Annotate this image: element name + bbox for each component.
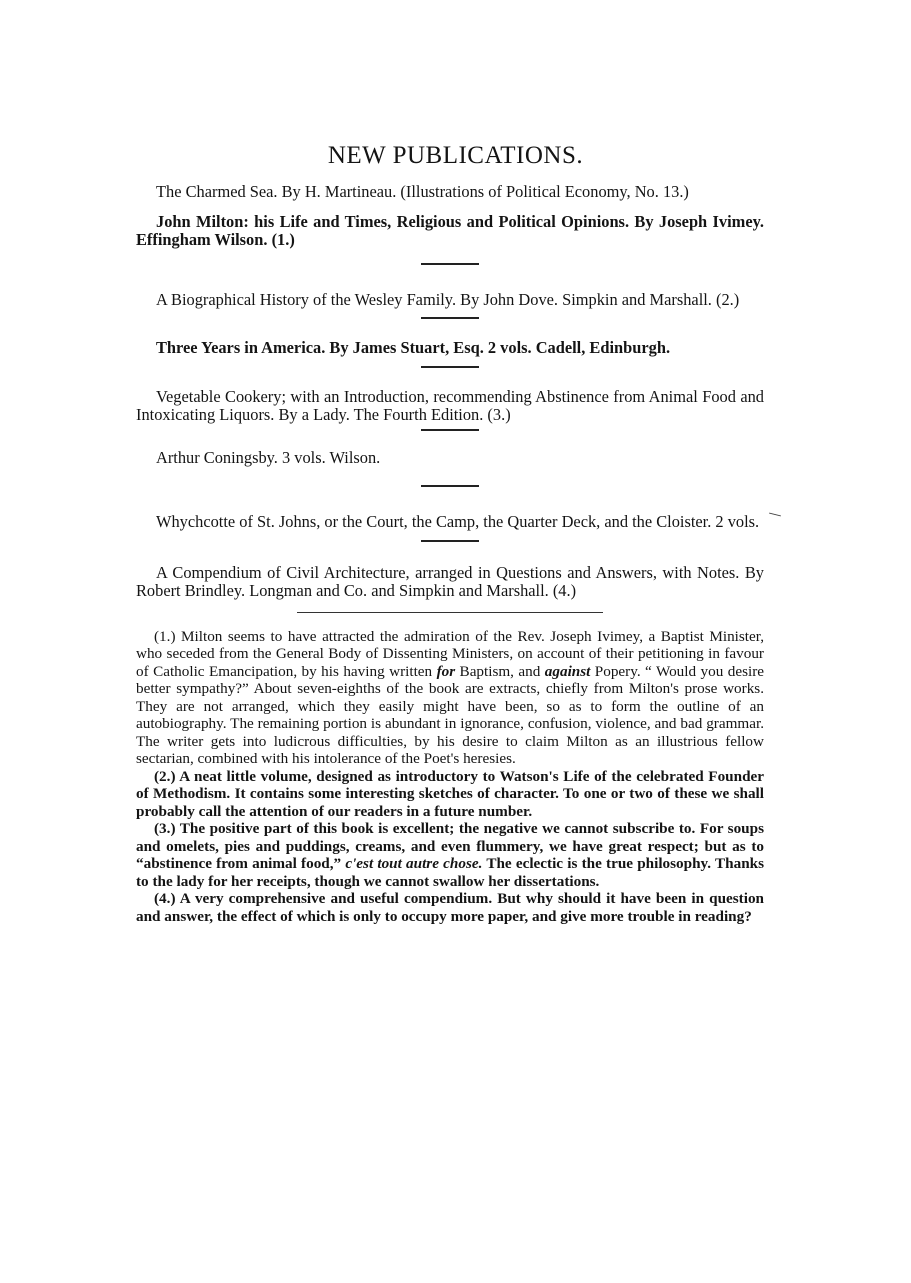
emphasis: against bbox=[544, 662, 591, 680]
entry-divider bbox=[421, 429, 479, 431]
publication-entry: A Compendium of Civil Architecture, arranged in Questions and Answers, with Notes. By Robert Brindley. Longman and Co. and Simpkin and Marshall. (4.) bbox=[136, 562, 764, 600]
publication-entry: Whychcotte of St. Johns, or the Court, the Camp, the Quarter Deck, and the Cloister. 2 vols. bbox=[156, 512, 760, 531]
publication-entry: A Biographical History of the Wesley Family. By John Dove. Simpkin and Marshall. (2.) bbox=[156, 289, 740, 309]
entry-divider bbox=[421, 485, 479, 487]
publication-entry: The Charmed Sea. By H. Martineau. (Illustrations of Political Economy, No. 13.) bbox=[156, 182, 689, 201]
stray-ink-mark bbox=[769, 513, 781, 517]
entry-divider bbox=[421, 366, 479, 368]
entry-divider bbox=[421, 317, 479, 319]
emphasis: c'est tout autre chose. bbox=[345, 855, 483, 872]
publication-entry: Three Years in America. By James Stuart, Esq. 2 vols. Cadell, Edinburgh. bbox=[156, 338, 671, 357]
publication-entry: Arthur Coningsby. 3 vols. Wilson. bbox=[156, 447, 381, 467]
entry-divider bbox=[421, 540, 479, 542]
notes-divider bbox=[297, 612, 603, 613]
footnote-4: (4.) A very comprehensive and useful compendium. But why should it have been in question and answer, the effect of which is only to occupy more paper, and give more trouble in reading? bbox=[136, 890, 764, 925]
publication-entry: John Milton: his Life and Times, Religious and Political Opinions. By Joseph Ivimey. Effingham Wilson. (1.) bbox=[136, 211, 764, 249]
publication-entry: Vegetable Cookery; with an Introduction, recommending Abstinence from Animal Food and Intoxicating Liquors. By a Lady. The Fourth Edition. (3.) bbox=[136, 386, 764, 424]
entry-divider bbox=[421, 263, 479, 265]
page-title: NEW PUBLICATIONS. bbox=[327, 142, 584, 169]
footnote-2: (2.) A neat little volume, designed as introductory to Watson's Life of the celebrated Founder of Methodism. It contains some interesting sketches of character. To one or two of these we shall probably call the attention of our readers in a future number. bbox=[136, 767, 764, 820]
emphasis: for bbox=[436, 662, 456, 680]
publication-list bbox=[136, 183, 764, 925]
footnote-1: (1.) Milton seems to have attracted the admiration of the Rev. Joseph Ivimey, a Baptist Minister, who seceded from the General Body of Dissenting Ministers, on account of their petitioning in favour of Catholic Emancipation, by his having written for Baptism, and against Popery. “ Would you desire better sympathy?” About seven-eighths of the book are extracts, chiefly from Milton's prose works. They are not arranged, which they easily might have been, so as to form the outline of an autobiography. The remaining portion is abundant in ignorance, confusion, violence, and bad grammar. The writer gets into ludicrous difficulties, by his desire to claim Milton as an illustrious fellow sectarian, combined with his intolerance of the Poet's heresies. bbox=[136, 627, 764, 767]
footnote-3: (3.) The positive part of this book is excellent; the negative we cannot subscribe to. For soups and omelets, pies and puddings, creams, and even flummery, we have great respect; but as to “abstinence from animal food,” c'est tout autre chose. The eclectic is the true philosophy. Thanks to the lady for her receipts, though we cannot swallow her dissertations. bbox=[136, 820, 764, 890]
